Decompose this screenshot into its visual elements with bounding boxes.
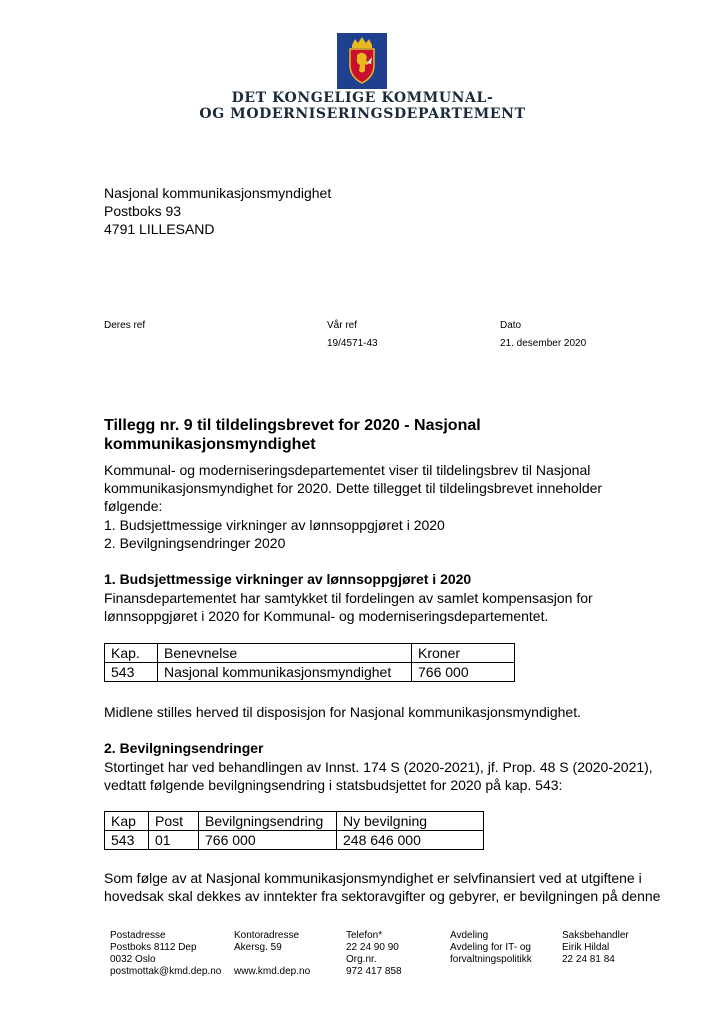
table-row <box>105 663 515 682</box>
footer-value: 22 24 81 84 <box>562 954 615 965</box>
table-budget-compensation <box>104 643 515 682</box>
dato-label: Dato <box>500 320 522 331</box>
table-header-cell: Benevnelse <box>158 644 412 663</box>
section2-line-1: Stortinget har ved behandlingen av Innst. 174 S (2020-2021), jf. Prop. 48 S (2020-2021), <box>104 759 653 775</box>
footer-avdeling <box>450 930 532 966</box>
letter-title: Tillegg nr. 9 til tildelingsbrevet for 2020 - Nasjonal kommunikasjonsmyndighet <box>104 417 481 453</box>
footer-saksbehandler <box>562 930 629 966</box>
footer-value: 22 24 90 90 <box>346 942 399 953</box>
ministry-name-line2: OG MODERNISERINGSDEPARTEMENT <box>199 106 526 122</box>
table-header-cell: Ny bevilgning <box>337 812 484 831</box>
table-header-row <box>105 812 484 831</box>
footer-value: Akersg. 59 <box>234 942 282 953</box>
table-header-cell: Kap <box>105 812 149 831</box>
table-header-cell: Bevilgningsendring <box>199 812 337 831</box>
section1-line-2: lønnsoppgjøret i 2020 for Kommunal- og moderniseringsdepartementet. <box>104 608 549 624</box>
table-cell: 01 <box>149 831 199 850</box>
var-ref-value: 19/4571-43 <box>327 338 378 349</box>
footer-value <box>234 954 310 966</box>
footer-label: Telefon* <box>346 930 383 941</box>
footer-website: www.kmd.dep.no <box>234 966 311 977</box>
table-appropriation-change <box>104 811 484 850</box>
table-header-cell: Post <box>149 812 199 831</box>
footer-label: Saksbehandler <box>562 930 629 941</box>
table-cell: 543 <box>105 831 149 850</box>
intro-line-2: kommunikasjonsmyndighet for 2020. Dette tillegget til tildelingsbrevet inneholder følgende: <box>104 480 603 514</box>
footer-label: Org.nr. <box>346 954 377 965</box>
closing-line-1: Som følge av at Nasjonal kommunikasjonsmyndighet er selvfinansiert ved at utgiftene i <box>104 870 642 886</box>
royal-coat-of-arms-icon <box>337 33 387 89</box>
recipient-name: Nasjonal kommunikasjonsmyndighet <box>104 185 332 201</box>
footer-postadresse <box>110 930 221 978</box>
footer-value: 972 417 858 <box>346 966 402 977</box>
after-table1-text: Midlene stilles herved til disposisjon for Nasjonal kommunikasjonsmyndighet. <box>104 704 581 720</box>
table-cell: Nasjonal kommunikasjonsmyndighet <box>158 663 412 682</box>
ministry-name-line1: DET KONGELIGE KOMMUNAL- <box>231 90 494 106</box>
list-item-1: 1. Budsjettmessige virkninger av lønnsoppgjøret i 2020 <box>104 517 445 533</box>
table-cell: 766 000 <box>199 831 337 850</box>
deres-ref-label: Deres ref <box>104 320 146 331</box>
footer-label: Avdeling <box>450 930 489 941</box>
intro-line-1: Kommunal- og moderniseringsdepartementet viser til tildelingsbrev til Nasjonal <box>104 462 591 478</box>
footer-value: Postboks 8112 Dep <box>110 942 197 953</box>
footer-kontoradresse <box>234 930 310 978</box>
table-row <box>105 831 484 850</box>
recipient-address <box>104 184 331 238</box>
footer-label: Kontoradresse <box>234 930 300 941</box>
dato-value: 21. desember 2020 <box>500 338 587 349</box>
recipient-postbox: Postboks 93 <box>104 203 182 219</box>
table-header-cell: Kap. <box>105 644 158 663</box>
table-cell: 543 <box>105 663 158 682</box>
var-ref-label: Vår ref <box>327 320 358 331</box>
table-cell: 766 000 <box>412 663 515 682</box>
table-header-cell: Kroner <box>412 644 515 663</box>
footer-label: Postadresse <box>110 930 166 941</box>
recipient-city: 4791 LILLESAND <box>104 221 215 237</box>
list-item-2: 2. Bevilgningsendringer 2020 <box>104 535 286 551</box>
footer-value: 0032 Oslo <box>110 954 156 965</box>
section2-heading: 2. Bevilgningsendringer <box>104 740 264 756</box>
section2-line-2: vedtatt følgende bevilgningsendring i statsbudsjettet for 2020 på kap. 543: <box>104 777 563 793</box>
section1-heading: 1. Budsjettmessige virkninger av lønnsoppgjøret i 2020 <box>104 571 472 587</box>
footer-email: postmottak@kmd.dep.no <box>110 966 222 977</box>
footer-value: Eirik Hildal <box>562 942 610 953</box>
closing-line-2: hovedsak skal dekkes av inntekter fra sektoravgifter og gebyrer, er bevilgningen på denne <box>104 888 661 904</box>
footer-value: forvaltningspolitikk <box>450 954 532 965</box>
table-cell: 248 646 000 <box>337 831 484 850</box>
footer-telefon <box>346 930 402 978</box>
section1-line-1: Finansdepartementet har samtykket til fordelingen av samlet kompensasjon for <box>104 590 593 606</box>
table-header-row <box>105 644 515 663</box>
footer-value: Avdeling for IT- og <box>450 942 531 953</box>
